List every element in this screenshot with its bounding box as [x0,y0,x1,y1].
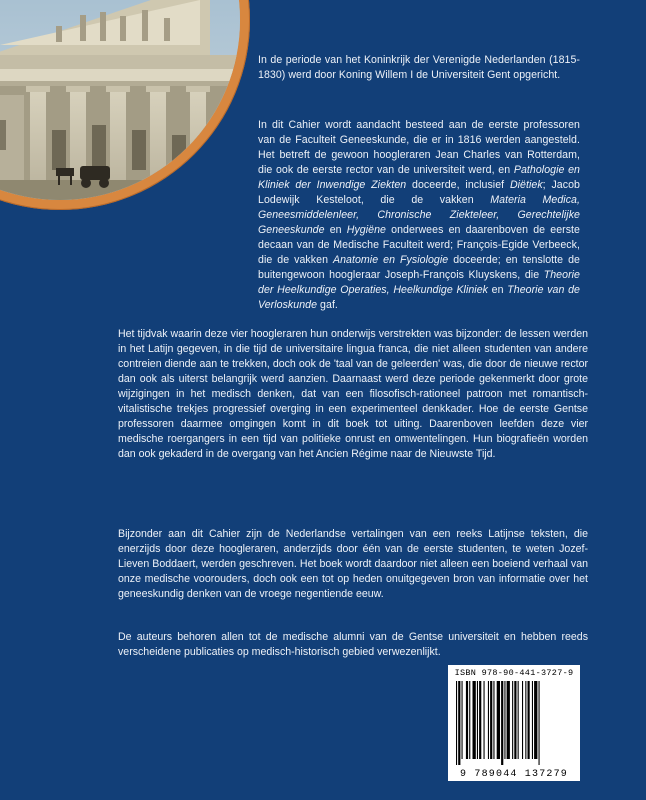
isbn-barcode [448,665,580,781]
barcode-bar [514,681,516,759]
barcode-bar [525,681,526,759]
barcode-bar [493,681,494,759]
intro-paragraph [258,53,580,83]
isbn-label: ISBN 978-90-441-3727-9 [454,668,574,678]
barcode-bar [522,681,523,759]
period-paragraph-block [118,327,588,462]
barcode-bar [497,681,500,759]
course-title: Theorie van de Verloskunde [258,284,580,311]
authors-paragraph-block [118,630,588,660]
barcode-bar [477,681,478,759]
barcode-bar [507,681,510,759]
barcode-bar [490,681,492,759]
barcode-bar [462,681,463,759]
barcode-bar [504,681,505,759]
barcode-bar [458,681,460,765]
professors-text: en [488,284,508,296]
barcode-bar [528,681,530,759]
period-paragraph: Het tijdvak waarin deze vier hoogleraren hun onderwijs verstrekten was bijzonder: de lessen werden in het Latijn gegeven, in die tijd de universitaire lingua franca, die niet alleen studenten van andere contreien diende aan te trekken, doch ook de 'taal van de geleerden' was, die door de nieuwe rector dan ook als uiterst belangrijk werd aanzien. Daarnaast werd deze periode gekenmerkt door grote wijzigingen in het medisch denken, dat van een filosofisch-rationeel patroon met romantisch-vitalistische trekjes progressief overging in een experimenteel denkkader. Hoe de eerste Gentse professoren daarmee omgingen komt in dit boek tot uiting. Daarenboven leefden deze vier medische roergangers in een tijd van politieke onrust en omwentelingen. Hun biografieën worden dan ook gekaderd in de overgang van het Ancien Régime naar de Nieuwste Tijd. [118,328,588,460]
barcode-bar [518,681,519,759]
barcode-bar [488,681,489,759]
university-building-illustration [0,0,240,200]
course-title: Materia Medica, Geneesmiddelenleer, Chronische Ziekteleer, Gerechtelijke Geneeskunde [258,194,580,236]
barcode-bar [466,681,468,759]
professors-text: ; Jacob Lodewijk Kesteloot, die de vakken [258,179,580,206]
barcode-digits: 9 789044 137279 [459,769,568,780]
course-title: Pathologie en Kliniek der Inwendige Ziekten [258,164,581,191]
barcode-bar [539,681,540,765]
translations-paragraph-block [118,527,588,602]
barcode-bar [479,681,481,759]
founding-paragraph: In de periode van het Koninkrijk der Verenigde Nederlanden (1815-1830) werd door Koning Willem I de Universiteit Gent opgericht. [258,54,580,81]
course-title: Anatomie en Fysiologie [333,254,449,266]
professors-text: doceerde; en tenslotte de buitengewoon hoogleraar Joseph-François Kluyskens, die [258,254,580,281]
course-title: Hygiëne [346,224,386,236]
professors-text: doceerde, inclusief [406,179,510,191]
barcode-bar [473,681,476,759]
translations-paragraph: Bijzonder aan dit Cahier zijn de Nederlandse vertalingen van een reeks Latijnse teksten, die enerzijds door deze hoogleraren, anderzijds door één van de eerste studenten, te weten Jozef-Lieven Boddaert, werden geschreven. Het boek wordt daardoor niet alleen een boeiend verhaal van onze medische voorouders, doch ook een tot op heden onuitgegeven bron van informatie over het geneeskundig denken van de vroege negentiende eeuw. [118,528,588,600]
professors-text: gaf. [317,299,338,311]
professors-text: onderwees en daarenboven de eerste decaan van de Medische Faculteit werd; François-Egide Verbeeck, die de vakken [258,224,580,266]
barcode-bar [534,681,537,759]
barcode-bar [484,681,485,759]
barcode-bar [456,681,457,765]
barcode-bar [532,681,533,759]
cover-illustration-medallion [0,0,250,210]
course-title: Diëtiek [509,179,543,191]
barcode-bar [512,681,513,759]
professors-text: en [324,224,347,236]
barcode-bar [469,681,470,759]
professors-text: In dit Cahier wordt aandacht besteed aan de eerste professoren van de Faculteit Geneeskunde, die er in 1816 werden aangesteld. Het betreft de gewoon hoogleraren Jean Charles van Rotterdam, die ook de eerste rector van de universiteit werd, en [258,119,580,176]
barcode-bars [454,681,574,765]
course-title: Theorie der Heelkundige Operaties, Heelkundige Kliniek [258,269,580,296]
professors-paragraph [258,118,580,313]
authors-paragraph: De auteurs behoren allen tot de medische alumni van de Gentse universiteit en hebben reeds verscheidene publicaties op medisch-historisch gebied verwezenlijkt. [118,631,588,658]
barcode-bar [501,681,503,765]
